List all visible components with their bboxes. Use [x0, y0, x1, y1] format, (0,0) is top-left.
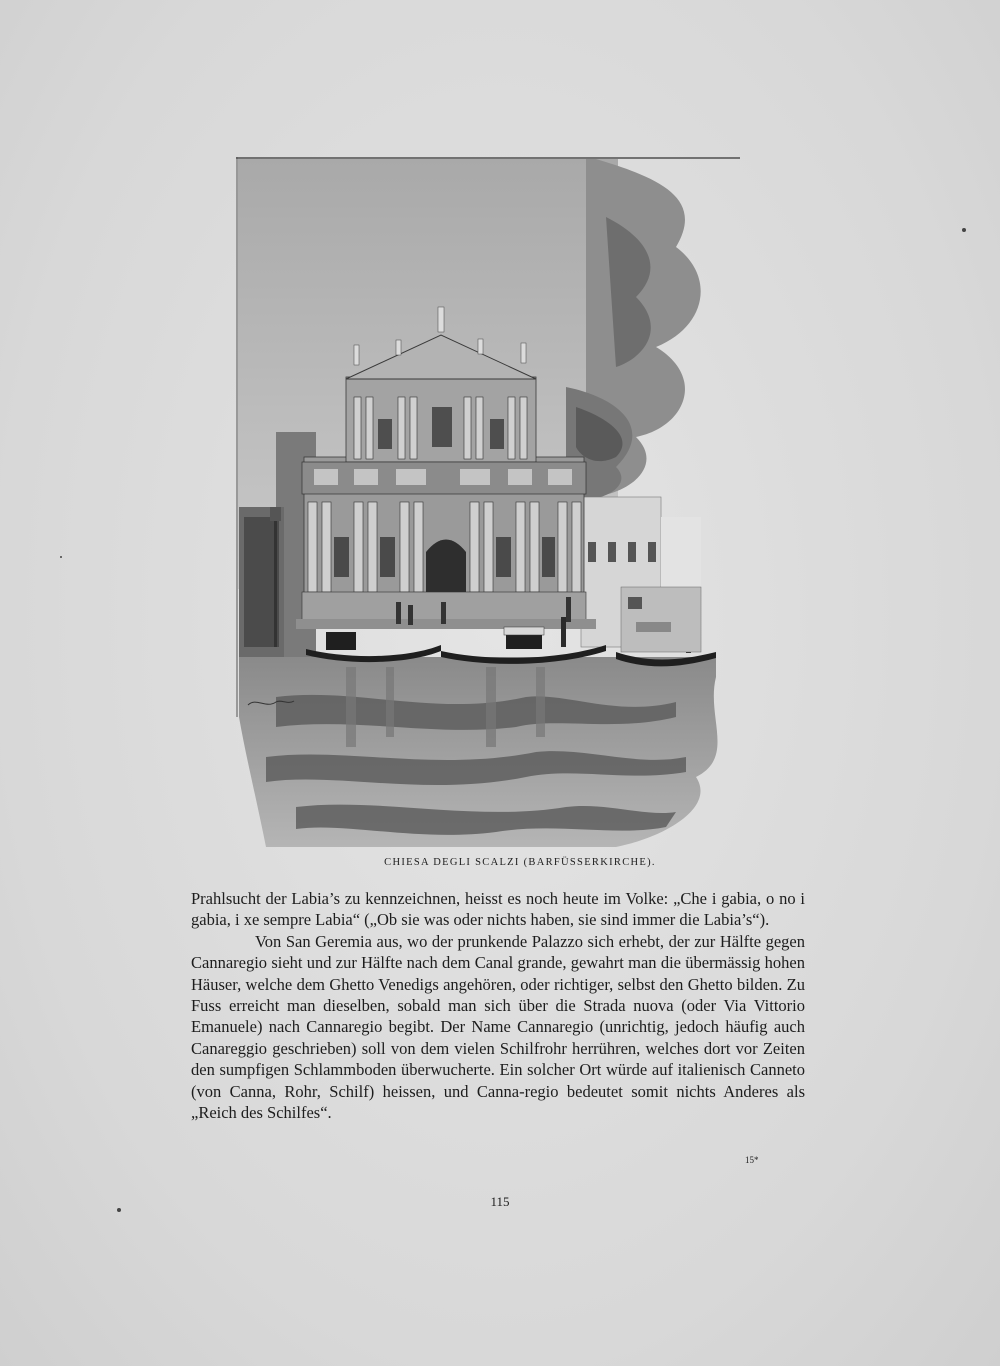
page-number: 115	[490, 1194, 510, 1209]
paper-speck	[962, 228, 966, 232]
paper-speck	[60, 556, 62, 558]
paragraph: Prahlsucht der Labia’s zu kennzeichnen, heisst es noch heute im Volke: „Che i gabia, o no i gabia, i xe sempre Labia“ („Ob sie was oder nichts haben, sie sind immer die Labia’s“).	[191, 889, 805, 930]
illustration-caption: CHIESA DEGLI SCALZI (BARFÜSSERKIRCHE).	[384, 857, 656, 868]
church-illustration	[236, 157, 740, 852]
signature-mark: 15*	[745, 1155, 759, 1165]
paper-speck	[117, 1208, 121, 1212]
church-watercolor	[236, 157, 740, 852]
paragraph: Von San Geremia aus, wo der prunkende Palazzo sich erhebt, der zur Hälfte gegen Cannaregio sieht und zur Hälfte nach dem Canal grande, gewahrt man die übermässig hohen Häuser, welche dem Ghetto Venedigs angehören, oder richtiger, selbst den Ghetto bilden. Zu Fuss erreicht man dieselben, sobald man sich über die Strada nuova (oder Via Vittorio Emanuele) nach Cannaregio begibt. Der Name Cannaregio (unrichtig, jedoch häufig auch Canareggio geschrieben) soll von dem vielen Schilfrohr herrühren, welches dort vor Zeiten den sumpfigen Schlammboden überwucherte. Ein solcher Ort würde auf italienisch Canneto (von Canna, Rohr, Schilf) heissen, und Canna-regio bedeutet somit nichts Anderes als „Reich des Schilfes“.	[191, 931, 805, 1123]
body-text	[191, 888, 805, 1123]
